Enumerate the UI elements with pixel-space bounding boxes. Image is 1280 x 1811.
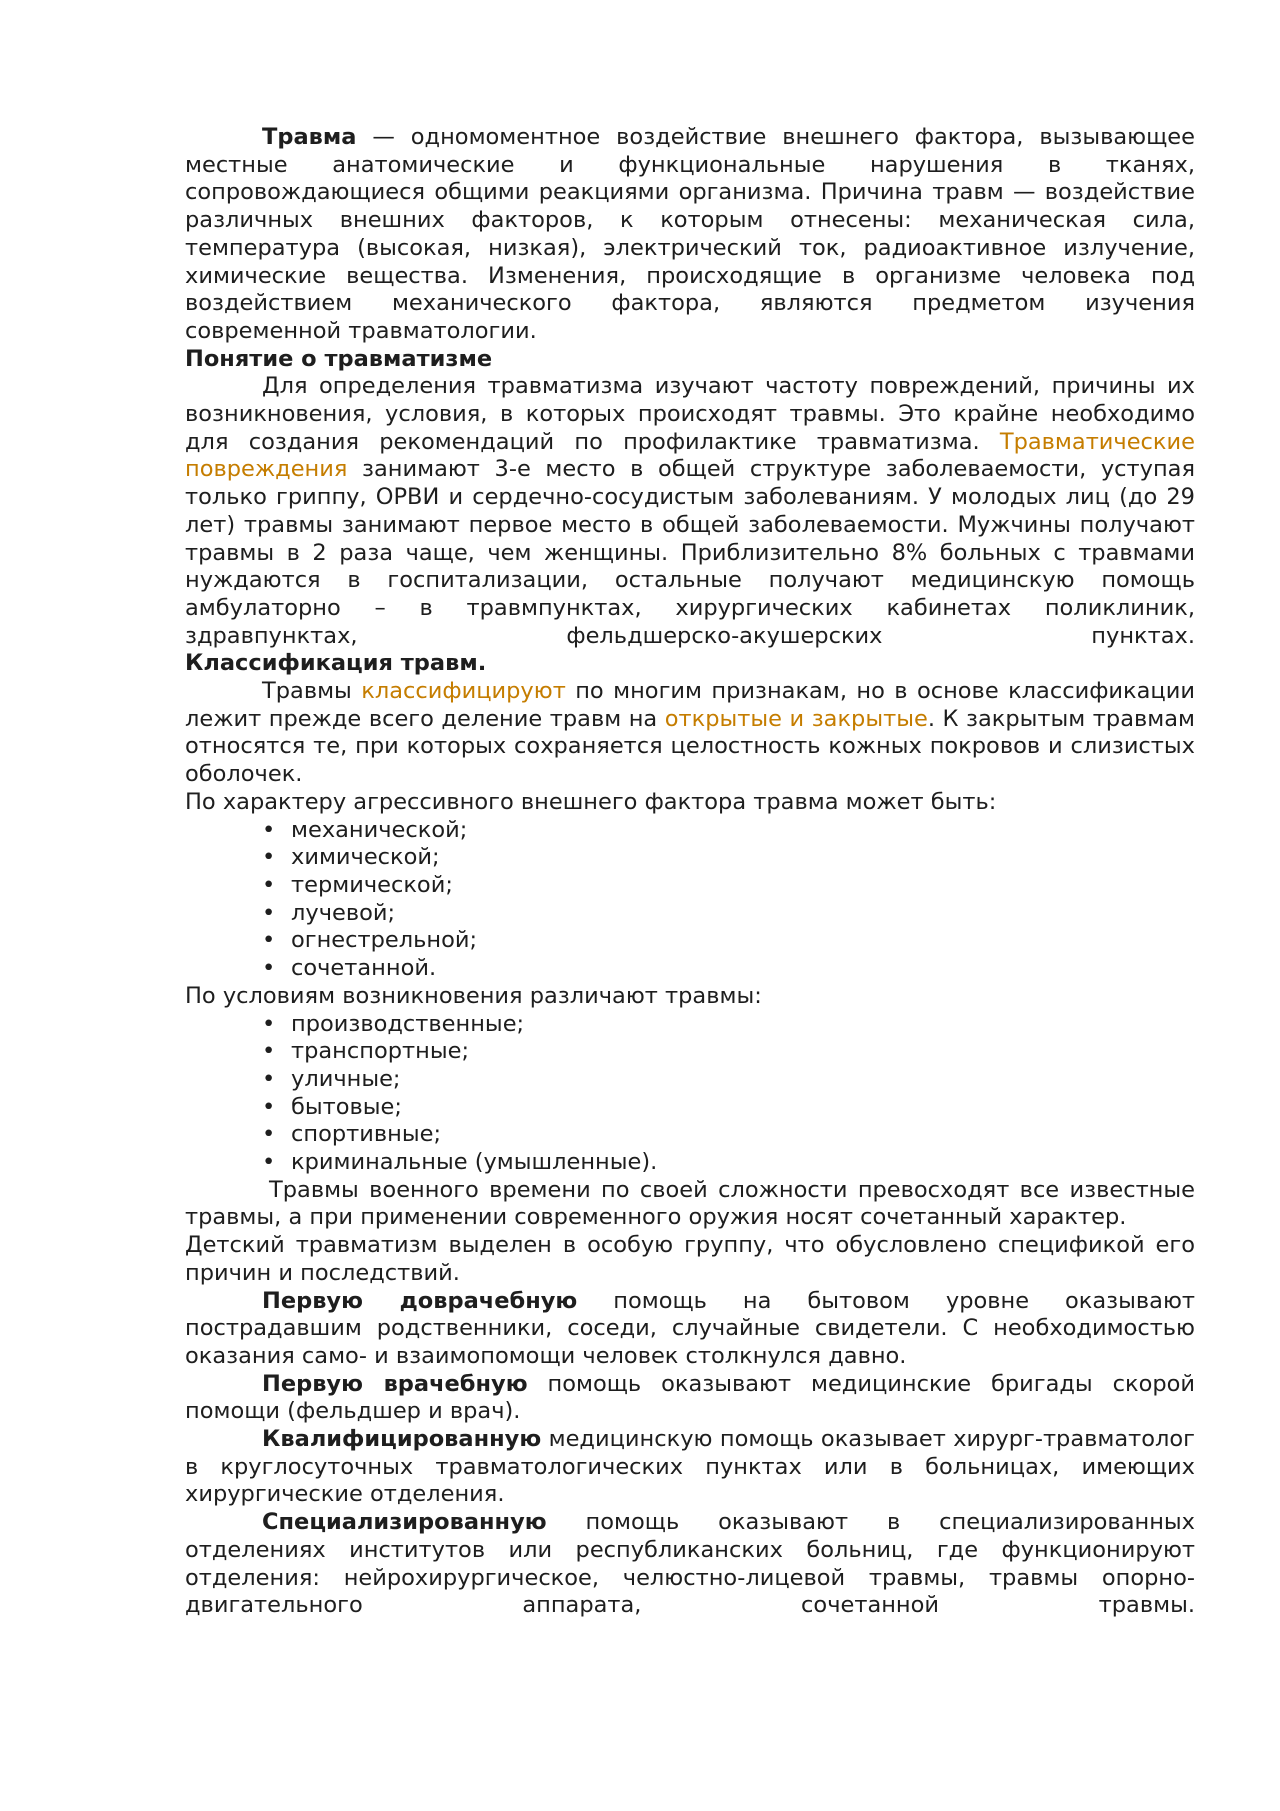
link-classify[interactable]: классифицируют [361, 678, 566, 705]
term-specialized: Специализированную [262, 1509, 547, 1536]
heading-traumatism: Понятие о травматизме [185, 345, 493, 372]
bullet-icon: • [262, 927, 276, 954]
traumatism-text-a: Для определения травматизма изучают частоту повреждений, причины их возникновения, условия, в которых происходят травмы. Это крайне необходимо для создания рекомендаций по профилактике травматизма. [185, 373, 1195, 455]
bullet-icon: • [262, 955, 276, 982]
list-item: • бытовые; [262, 1093, 402, 1120]
paragraph-traumatism [185, 373, 1195, 650]
paragraph-conditions-intro: По условиям возникновения различают травмы: [185, 982, 762, 1009]
bullet-icon: • [262, 899, 276, 926]
list-item: • лучевой; [262, 899, 396, 926]
paragraph-first-prehospital: Первую доврачебную помощь на бытовом уровне оказывают пострадавшим родственники, соседи, случайные свидетели. С необходимостью оказания само- и взаимопомощи человек столкнулся давно. [185, 1287, 1195, 1369]
list-item: • производственные; [262, 1010, 525, 1037]
paragraph-specialized: Специализированную помощь оказывают в специализированных отделениях институтов или республиканских больниц, где функционируют отделения: нейрохирургическое, челюстно-лицевой травмы, травмы опорно-двигательного аппарата, сочетанной травмы. [185, 1509, 1195, 1619]
classification-text-c: . К закрытым травмам относятся те, при которых сохраняется целостность кожных покровов и слизистых оболочек. [185, 705, 1195, 788]
bullet-icon: • [262, 844, 276, 871]
term-qualified: Квалифицированную [262, 1426, 542, 1453]
traumatism-text-b: занимают 3-е место в общей структуре заболеваемости, уступая только гриппу, ОРВИ и сердечно-сосудистым заболеваниям. У молодых лиц (до 29 лет) травмы занимают первое место в общей заболеваемости. Мужчины получают травмы в 2 раза чаще, чем женщины. Приблизительно 8% больных с травмами нуждаются в госпитализации, остальные получают медицинскую помощь амбулаторно – в травмпунктах, хирургических кабинетах поликлиник, здравпунктах, фельдшерско-акушерских пунктах. [185, 456, 1195, 649]
document-page [185, 124, 1195, 1620]
bullet-icon: • [262, 1065, 276, 1092]
bullet-icon: • [262, 1149, 276, 1176]
list-item: • огнестрельной; [262, 927, 478, 954]
bullet-icon: • [262, 1010, 276, 1037]
list-item: • химической; [262, 844, 440, 871]
list-factor-types [185, 817, 1195, 983]
list-item: • уличные; [262, 1065, 401, 1092]
term-first-prehospital: Первую доврачебную [262, 1287, 578, 1314]
paragraph-trauma-definition [185, 124, 1195, 346]
list-item: • криминальные (умышленные). [262, 1149, 658, 1176]
trauma-definition-text: — одномоментное воздействие внешнего фактора, вызывающее местные анатомические и функциональные нарушения в тканях, сопровождающиеся общими реакциями организма. Причина травм — воздействие различных внешних факторов, к которым отнесены: механическая сила, температура (высокая, низкая), электрический ток, радиоактивное излучение, химические вещества. Изменения, происходящие в организме человека под воздействием механического фактора, являются предметом изучения современной травматологии. [185, 124, 1195, 344]
paragraph-first-medical: Первую врачебную помощь оказывают медицинские бригады скорой помощи (фельдшер и врач). [185, 1370, 1196, 1425]
list-item: • механической; [262, 816, 468, 843]
list-item: • сочетанной. [262, 955, 437, 982]
list-item: • термической; [262, 871, 453, 898]
paragraph-classification [185, 678, 1195, 789]
bullet-icon: • [262, 1121, 276, 1148]
paragraph-children: Детский травматизм выделен в особую группу, что обусловлено спецификой его причин и последствий. [185, 1232, 1195, 1286]
heading-classification: Классификация травм. [185, 650, 487, 677]
bullet-icon: • [262, 1093, 276, 1120]
classification-text-b: по многим признакам, но в основе классификации лежит прежде всего деление травм на [185, 678, 1195, 732]
term-trauma: Травма [262, 124, 357, 150]
link-traumatic-injuries[interactable]: Травматические повреждения [185, 428, 1195, 483]
classification-text-a: Травмы [262, 678, 362, 705]
bullet-icon: • [262, 1038, 276, 1065]
bullet-icon: • [262, 871, 276, 898]
link-open-closed[interactable]: открытые и закрытые [664, 705, 928, 732]
list-item: • спортивные; [262, 1121, 442, 1148]
list-conditions [185, 1011, 1195, 1177]
list-item: • транспортные; [262, 1038, 470, 1065]
paragraph-qualified: Квалифицированную медицинскую помощь оказывает хирург-травматолог в круглосуточных травматологических пунктах или в больницах, имеющих хирургические отделения. [185, 1426, 1195, 1508]
paragraph-factor-intro: По характеру агрессивного внешнего фактора травма может быть: [185, 788, 997, 815]
term-first-medical: Первую врачебную [262, 1370, 528, 1397]
bullet-icon: • [262, 816, 276, 843]
paragraph-wartime: Травмы военного времени по своей сложности превосходят все известные травмы, а при применении современного оружия носят сочетанный характер. [185, 1176, 1195, 1231]
